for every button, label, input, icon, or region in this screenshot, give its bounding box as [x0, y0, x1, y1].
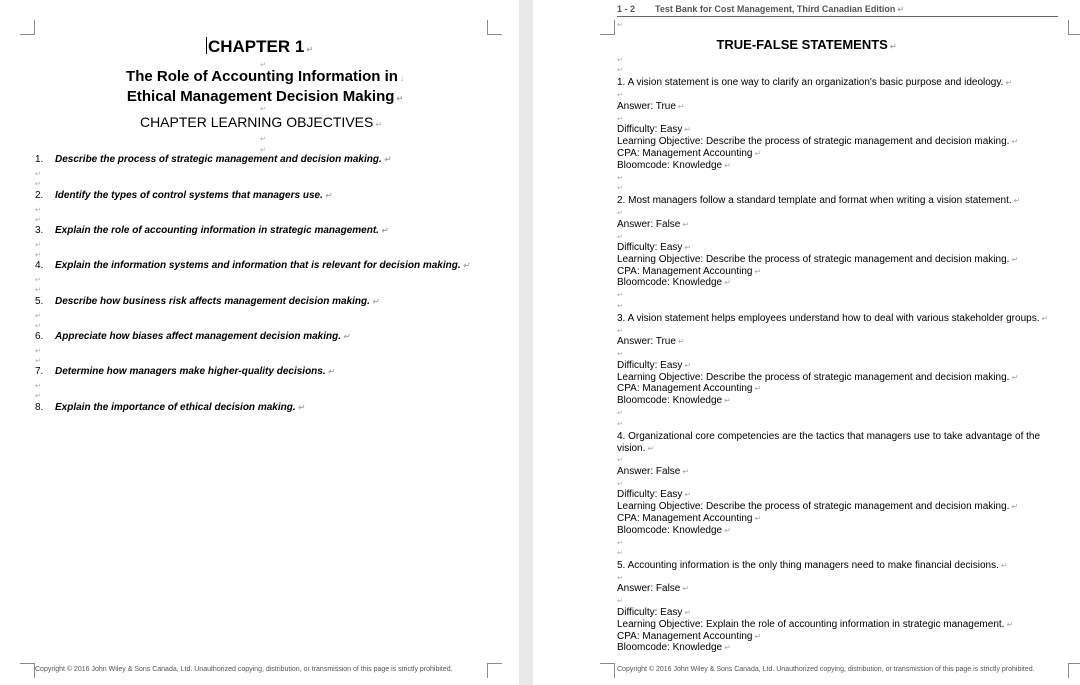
paragraph-mark-icon: ↵ — [35, 171, 41, 178]
paragraph-mark-icon: ↵ — [724, 161, 731, 170]
question-difficulty[interactable]: Difficulty: Easy ↵ — [617, 489, 692, 500]
paragraph-mark-icon: ↵ — [617, 540, 623, 547]
paragraph-mark-icon: ↵ — [383, 155, 391, 164]
question-statement[interactable]: 3. A vision statement helps employees understand how to deal with various stakeholder groups. ↵ — [617, 313, 1049, 324]
paragraph-mark-icon: ↵ — [35, 277, 41, 284]
paragraph-mark-icon: ↵ — [617, 92, 623, 99]
objective-item[interactable]: 4. Explain the information systems and information that is relevant for decision making. ↵ — [35, 260, 470, 271]
question-statement[interactable]: 2. Most managers follow a standard template and format when writing a vision statement. ↵ — [617, 195, 1021, 206]
paragraph-mark-icon: ↵ — [260, 136, 266, 143]
paragraph-mark-icon: ↵ — [260, 62, 266, 69]
paragraph-mark-icon: ↵ — [677, 337, 685, 346]
margin-corner-mark — [600, 663, 615, 678]
paragraph-mark-icon: ↵ — [35, 323, 41, 330]
paragraph-mark-icon: ↵ — [35, 358, 41, 365]
paragraph-mark-icon: ↵ — [35, 383, 41, 390]
paragraph-mark-icon: ↵ — [1011, 137, 1019, 146]
paragraph-mark-icon: ↵ — [1011, 255, 1019, 264]
question-difficulty[interactable]: Difficulty: Easy ↵ — [617, 242, 692, 253]
chapter-subtitle[interactable]: The Role of Accounting Information in ↓ Ethical Management Decision Making ↵ — [126, 68, 404, 105]
paragraph-mark-icon: ↵ — [1041, 314, 1049, 323]
paragraph-mark-icon: ↵ — [35, 207, 41, 214]
paragraph-mark-icon: ↵ — [617, 410, 623, 417]
objective-item[interactable]: 3. Explain the role of accounting information in strategic management. ↵ — [35, 225, 388, 236]
paragraph-mark-icon: ↵ — [684, 243, 692, 252]
question-cpa[interactable]: CPA: Management Accounting ↵ — [617, 148, 762, 159]
paragraph-mark-icon: ↵ — [617, 210, 623, 217]
margin-corner-mark — [20, 663, 35, 678]
question-difficulty[interactable]: Difficulty: Easy ↵ — [617, 124, 692, 135]
paragraph-mark-icon: ↵ — [684, 490, 692, 499]
paragraph-mark-icon: ↵ — [297, 403, 305, 412]
question-cpa[interactable]: CPA: Management Accounting ↵ — [617, 513, 762, 524]
paragraph-mark-icon: ↵ — [1006, 620, 1014, 629]
paragraph-mark-icon: ↵ — [617, 67, 623, 74]
paragraph-mark-icon: ↵ — [684, 361, 692, 370]
paragraph-mark-icon: ↵ — [647, 444, 655, 453]
paragraph-mark-icon: ↵ — [724, 526, 731, 535]
objective-item[interactable]: 7. Determine how managers make higher-quality decisions. ↵ — [35, 366, 335, 377]
question-statement[interactable]: 4. Organizational core competencies are the tactics that managers use to take advantage of the vision. ↵ — [617, 431, 1041, 454]
section-heading[interactable]: TRUE-FALSE STATEMENTS ↵ — [716, 37, 897, 52]
paragraph-mark-icon: ↵ — [617, 598, 623, 605]
paragraph-mark-icon: ↵ — [617, 328, 623, 335]
line-break-icon: ↓ — [399, 74, 404, 83]
paragraph-mark-icon: ↵ — [324, 191, 332, 200]
question-answer[interactable]: Answer: False ↵ — [617, 466, 690, 477]
paragraph-mark-icon: ↵ — [724, 643, 731, 652]
paragraph-mark-icon: ↵ — [1011, 502, 1019, 511]
chapter-title[interactable]: CHAPTER 1 ↵ — [207, 37, 314, 56]
question-answer[interactable]: Answer: False ↵ — [617, 219, 690, 230]
paragraph-mark-icon: ↵ — [617, 481, 623, 488]
paragraph-mark-icon: ↵ — [754, 384, 762, 393]
paragraph-mark-icon: ↵ — [35, 242, 41, 249]
paragraph-mark-icon: ↵ — [617, 351, 623, 358]
paragraph-mark-icon: ↵ — [617, 457, 623, 464]
paragraph-mark-icon: ↵ — [35, 287, 41, 294]
paragraph-mark-icon: ↵ — [35, 217, 41, 224]
paragraph-mark-icon: ↵ — [754, 632, 762, 641]
paragraph-mark-icon: ↵ — [343, 332, 350, 341]
document-page-right[interactable] — [533, 0, 1080, 685]
question-answer[interactable]: Answer: True ↵ — [617, 101, 685, 112]
header-page-number: 1 - 2 — [617, 4, 636, 14]
paragraph-mark-icon: ↵ — [260, 106, 266, 113]
question-bloomcode[interactable]: Bloomcode: Knowledge ↵ — [617, 525, 731, 536]
paragraph-mark-icon: ↵ — [617, 550, 623, 557]
paragraph-mark-icon: ↵ — [682, 467, 690, 476]
margin-corner-mark — [487, 663, 502, 678]
page-header[interactable] — [617, 4, 1058, 17]
margin-corner-mark — [1068, 663, 1080, 678]
paragraph-mark-icon: ↵ — [617, 116, 623, 123]
paragraph-mark-icon: ↵ — [1000, 561, 1008, 570]
question-statement[interactable]: 1. A vision statement is one way to clarify an organization's basic purpose and ideology. ↵ — [617, 77, 1013, 88]
question-answer[interactable]: Answer: True ↵ — [617, 336, 685, 347]
question-answer[interactable]: Answer: False ↵ — [617, 583, 690, 594]
paragraph-mark-icon: ↵ — [617, 575, 623, 582]
paragraph-mark-icon: ↵ — [682, 584, 690, 593]
paragraph-mark-icon: ↵ — [724, 396, 731, 405]
question-objective[interactable]: Learning Objective: Describe the process of strategic management and decision making. ↵ — [617, 372, 1019, 383]
question-bloomcode[interactable]: Bloomcode: Knowledge ↵ — [617, 160, 731, 171]
question-objective[interactable]: Learning Objective: Explain the role of accounting information in strategic management. ↵ — [617, 619, 1014, 630]
paragraph-mark-icon: ↵ — [1011, 373, 1019, 382]
page-footer: Copyright © 2016 John Wiley & Sons Canada, Ltd. Unauthorized copying, distribution, or transmission of this page is strictly prohibited. — [617, 666, 1035, 673]
paragraph-mark-icon: ↵ — [375, 120, 383, 129]
paragraph-mark-icon: ↵ — [684, 125, 692, 134]
paragraph-mark-icon: ↵ — [35, 393, 41, 400]
margin-corner-mark — [20, 20, 35, 35]
paragraph-mark-icon: ↵ — [677, 102, 685, 111]
paragraph-mark-icon: ↵ — [462, 261, 470, 270]
paragraph-mark-icon: ↵ — [617, 421, 623, 428]
text-cursor — [206, 37, 207, 54]
paragraph-mark-icon: ↵ — [380, 226, 388, 235]
paragraph-mark-icon: ↵ — [35, 252, 41, 259]
page-footer: Copyright © 2016 John Wiley & Sons Canada, Ltd. Unauthorized copying, distribution, or transmission of this page is strictly prohibited. — [35, 666, 453, 673]
paragraph-mark-icon: ↵ — [260, 147, 266, 154]
question-bloomcode[interactable]: Bloomcode: Knowledge ↵ — [617, 395, 731, 406]
paragraph-mark-icon: ↵ — [35, 348, 41, 355]
question-cpa[interactable]: CPA: Management Accounting ↵ — [617, 383, 762, 394]
paragraph-mark-icon: ↵ — [35, 181, 41, 188]
margin-corner-mark — [1068, 20, 1080, 35]
paragraph-mark-icon: ↵ — [754, 267, 762, 276]
question-difficulty[interactable]: Difficulty: Easy ↵ — [617, 607, 692, 618]
paragraph-mark-icon: ↵ — [396, 94, 404, 103]
question-objective[interactable]: Learning Objective: Describe the process of strategic management and decision making. ↵ — [617, 254, 1019, 265]
paragraph-mark-icon: ↵ — [617, 22, 623, 29]
paragraph-mark-icon: ↵ — [617, 185, 623, 192]
header-title: Test Bank for Cost Management, Third Canadian Edition — [655, 4, 896, 14]
question-objective[interactable]: Learning Objective: Describe the process of strategic management and decision making. ↵ — [617, 136, 1019, 147]
paragraph-mark-icon: ↵ — [724, 278, 731, 287]
margin-corner-mark — [487, 20, 502, 35]
objective-item[interactable]: 1. Describe the process of strategic management and decision making. ↵ — [35, 154, 391, 165]
question-cpa[interactable]: CPA: Management Accounting ↵ — [617, 631, 762, 642]
question-bloomcode[interactable]: Bloomcode: Knowledge ↵ — [617, 277, 731, 288]
paragraph-mark-icon: ↵ — [35, 313, 41, 320]
objective-item[interactable]: 2. Identify the types of control systems that managers use. ↵ — [35, 190, 332, 201]
paragraph-mark-icon: ↵ — [684, 608, 692, 617]
paragraph-mark-icon: ↵ — [897, 5, 905, 14]
paragraph-mark-icon: ↵ — [617, 292, 623, 299]
paragraph-mark-icon: ↵ — [617, 234, 623, 241]
paragraph-mark-icon: ↵ — [617, 175, 623, 182]
question-difficulty[interactable]: Difficulty: Easy ↵ — [617, 360, 692, 371]
objectives-heading[interactable]: CHAPTER LEARNING OBJECTIVES ↵ — [139, 114, 383, 130]
question-statement[interactable]: 5. Accounting information is the only thing managers need to make financial decisions. ↵ — [617, 560, 1008, 571]
objective-item[interactable]: 5. Describe how business risk affects management decision making. ↵ — [35, 296, 379, 307]
paragraph-mark-icon: ↵ — [889, 42, 897, 51]
paragraph-mark-icon: ↵ — [754, 514, 762, 523]
paragraph-mark-icon: ↵ — [682, 220, 690, 229]
paragraph-mark-icon: ↵ — [754, 149, 762, 158]
paragraph-mark-icon: ↵ — [327, 367, 335, 376]
objective-item[interactable]: 6. Appreciate how biases affect management decision making. ↵ — [35, 331, 350, 342]
paragraph-mark-icon: ↵ — [617, 57, 623, 64]
document-page-left[interactable] — [0, 0, 519, 685]
paragraph-mark-icon: ↵ — [1005, 78, 1013, 87]
paragraph-mark-icon: ↵ — [306, 45, 314, 54]
objective-item[interactable]: 8. Explain the importance of ethical decision making. ↵ — [35, 402, 305, 413]
paragraph-mark-icon: ↵ — [1013, 196, 1021, 205]
question-bloomcode[interactable]: Bloomcode: Knowledge ↵ — [617, 642, 731, 653]
paragraph-mark-icon: ↵ — [617, 303, 623, 310]
margin-corner-mark — [600, 20, 615, 35]
paragraph-mark-icon: ↵ — [371, 297, 379, 306]
question-cpa[interactable]: CPA: Management Accounting ↵ — [617, 266, 762, 277]
question-objective[interactable]: Learning Objective: Describe the process of strategic management and decision making. ↵ — [617, 501, 1019, 512]
